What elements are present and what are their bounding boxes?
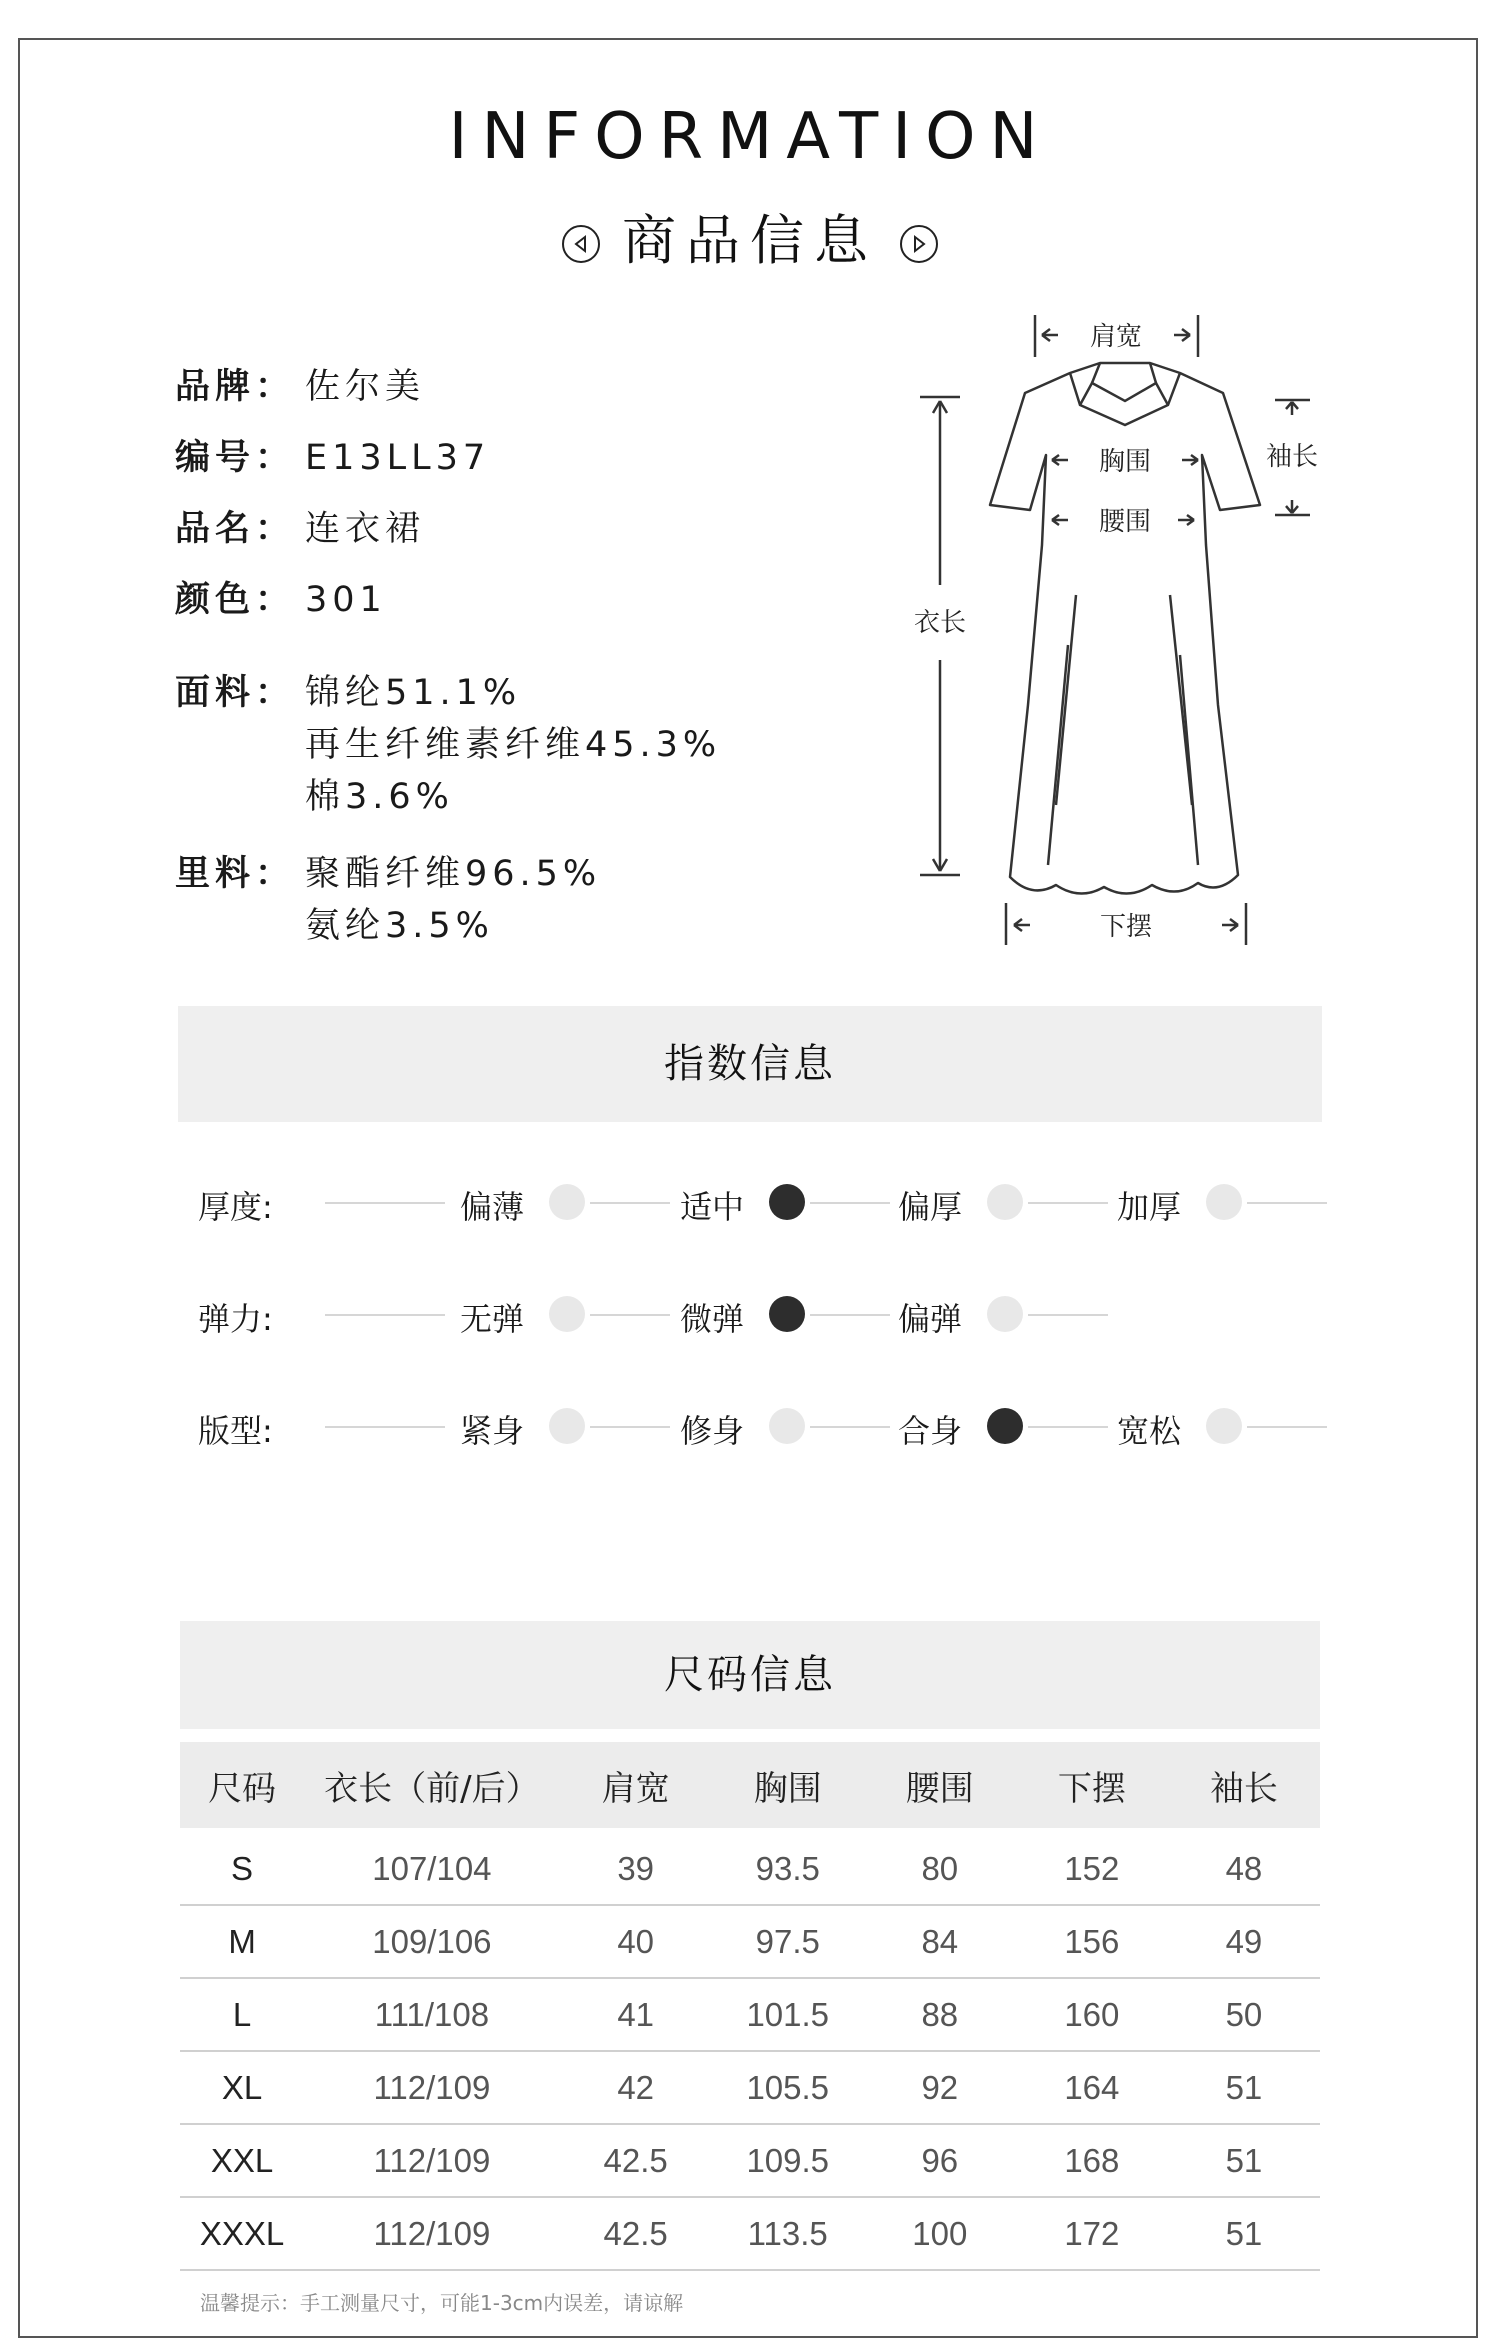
table-cell: 42.5	[560, 2197, 712, 2270]
table-cell: 40	[560, 1905, 712, 1978]
scale-line	[810, 1202, 890, 1204]
table-cell: XXL	[180, 2124, 304, 2197]
table-row	[180, 1978, 1320, 2051]
chinese-title-row	[0, 198, 1500, 275]
scale-option: 宽松	[1117, 1412, 1182, 1450]
table-cell: 51	[1168, 2197, 1320, 2270]
diagram-label-sleeve: 袖长	[1265, 442, 1319, 472]
scale-row-elasticity	[0, 1284, 1500, 1344]
table-row	[180, 2051, 1320, 2124]
scale-line	[590, 1314, 670, 1316]
english-title: INFORMATION	[448, 100, 1052, 174]
scale-line	[590, 1202, 670, 1204]
scale-line	[1028, 1426, 1108, 1428]
scale-option: 偏薄	[460, 1188, 525, 1226]
info-value: 再生纤维素纤维45.3%	[305, 725, 722, 765]
table-cell: 164	[1016, 2051, 1168, 2124]
measurement-note: 温馨提示：手工测量尺寸，可能1-3cm内误差，请谅解	[200, 2291, 684, 2315]
table-cell: L	[180, 1978, 304, 2051]
table-row	[180, 1828, 1320, 1905]
info-key: 颜色：	[175, 580, 296, 620]
diagram-label-shoulder: 肩宽	[1089, 322, 1143, 352]
table-cell: 113.5	[712, 2197, 864, 2270]
size-table-header-row	[180, 1742, 1320, 1828]
table-row	[180, 1905, 1320, 1978]
info-value: E13LL37	[305, 438, 491, 478]
info-key: 里料：	[175, 854, 296, 894]
scale-label: 版型:	[198, 1412, 273, 1450]
scale-option: 修身	[680, 1412, 745, 1450]
table-cell: 39	[560, 1828, 712, 1905]
table-cell: 50	[1168, 1978, 1320, 2051]
table-cell: 109.5	[712, 2124, 864, 2197]
table-cell: 111/108	[304, 1978, 560, 2051]
column-header: 胸围	[712, 1742, 864, 1828]
diagram-label-hem: 下摆	[1099, 912, 1153, 942]
info-key: 编号：	[175, 438, 296, 478]
table-cell: 96	[864, 2124, 1016, 2197]
scale-dot	[1206, 1408, 1242, 1444]
table-cell: S	[180, 1828, 304, 1905]
scale-dot-selected	[769, 1184, 805, 1220]
scale-line	[325, 1426, 445, 1428]
scale-option: 偏厚	[898, 1188, 963, 1226]
size-section-header: 尺码信息	[180, 1621, 1320, 1729]
table-cell: 112/109	[304, 2051, 560, 2124]
table-cell: 168	[1016, 2124, 1168, 2197]
table-cell: 51	[1168, 2051, 1320, 2124]
scale-option: 微弹	[680, 1300, 745, 1338]
scale-dot	[987, 1184, 1023, 1220]
scale-line	[590, 1426, 670, 1428]
scale-dot-selected	[987, 1408, 1023, 1444]
scale-option: 无弹	[460, 1300, 525, 1338]
table-cell: 97.5	[712, 1905, 864, 1978]
table-row	[180, 2197, 1320, 2270]
scale-option: 紧身	[460, 1412, 525, 1450]
scale-line	[1028, 1202, 1108, 1204]
table-cell: 93.5	[712, 1828, 864, 1905]
table-cell: 112/109	[304, 2124, 560, 2197]
info-key: 品名：	[175, 509, 296, 549]
info-lining	[175, 848, 601, 952]
scale-dot	[549, 1408, 585, 1444]
table-cell: 84	[864, 1905, 1016, 1978]
scale-line	[1028, 1314, 1108, 1316]
right-arrow-icon	[900, 225, 938, 263]
scale-option: 偏弹	[898, 1300, 963, 1338]
info-name	[175, 503, 425, 555]
scale-line	[325, 1202, 445, 1204]
info-value: 301	[305, 580, 387, 620]
info-value: 聚酯纤维96.5%	[305, 854, 602, 894]
table-cell: 100	[864, 2197, 1016, 2270]
column-header: 袖长	[1168, 1742, 1320, 1828]
scale-dot	[987, 1296, 1023, 1332]
table-cell: 107/104	[304, 1828, 560, 1905]
scale-dot-selected	[769, 1296, 805, 1332]
scale-line	[1247, 1426, 1327, 1428]
column-header: 腰围	[864, 1742, 1016, 1828]
index-section-header: 指数信息	[178, 1006, 1322, 1122]
table-cell: 109/106	[304, 1905, 560, 1978]
info-code	[175, 432, 490, 484]
scale-option: 适中	[680, 1188, 745, 1226]
table-cell: 112/109	[304, 2197, 560, 2270]
info-value: 锦纶51.1%	[305, 673, 522, 713]
scale-label: 弹力:	[198, 1300, 273, 1338]
table-cell: M	[180, 1905, 304, 1978]
info-color	[175, 574, 387, 626]
dress-diagram	[880, 305, 1340, 965]
scale-label: 厚度:	[198, 1188, 273, 1226]
column-header: 尺码	[180, 1742, 304, 1828]
table-cell: 42.5	[560, 2124, 712, 2197]
table-cell: 49	[1168, 1905, 1320, 1978]
column-header: 肩宽	[560, 1742, 712, 1828]
info-fabric	[175, 667, 721, 823]
scale-dot	[549, 1296, 585, 1332]
scale-dot	[1206, 1184, 1242, 1220]
table-cell: 80	[864, 1828, 1016, 1905]
table-cell: 42	[560, 2051, 712, 2124]
diagram-label-waist: 腰围	[1098, 507, 1152, 537]
table-cell: 156	[1016, 1905, 1168, 1978]
info-brand	[175, 361, 425, 413]
scale-dot	[549, 1184, 585, 1220]
column-header: 下摆	[1016, 1742, 1168, 1828]
info-value: 棉3.6%	[305, 777, 454, 817]
table-cell: 101.5	[712, 1978, 864, 2051]
table-cell: 48	[1168, 1828, 1320, 1905]
size-table	[180, 1742, 1320, 2271]
table-cell: 51	[1168, 2124, 1320, 2197]
scale-row-thickness	[0, 1172, 1500, 1232]
scale-line	[810, 1314, 890, 1316]
table-cell: 105.5	[712, 2051, 864, 2124]
table-cell: 160	[1016, 1978, 1168, 2051]
table-cell: 88	[864, 1978, 1016, 2051]
scale-line	[810, 1426, 890, 1428]
table-cell: XXXL	[180, 2197, 304, 2270]
column-header: 衣长（前/后）	[304, 1742, 560, 1828]
info-value: 连衣裙	[305, 509, 426, 549]
scale-row-fit	[0, 1396, 1500, 1456]
table-cell: XL	[180, 2051, 304, 2124]
left-arrow-icon	[562, 225, 600, 263]
diagram-label-length: 衣长	[913, 608, 967, 638]
scale-dot	[769, 1408, 805, 1444]
table-cell: 92	[864, 2051, 1016, 2124]
table-row	[180, 2124, 1320, 2197]
info-key: 品牌：	[175, 367, 296, 407]
chinese-title: 商品信息	[622, 209, 878, 272]
info-value: 氨纶3.5%	[305, 906, 494, 946]
info-value: 佐尔美	[305, 367, 426, 407]
table-cell: 172	[1016, 2197, 1168, 2270]
scale-line	[325, 1314, 445, 1316]
table-cell: 41	[560, 1978, 712, 2051]
table-cell: 152	[1016, 1828, 1168, 1905]
scale-line	[1247, 1202, 1327, 1204]
scale-option: 加厚	[1117, 1188, 1182, 1226]
scale-option: 合身	[898, 1412, 963, 1450]
diagram-label-chest: 胸围	[1098, 447, 1152, 477]
info-key: 面料：	[175, 673, 296, 713]
